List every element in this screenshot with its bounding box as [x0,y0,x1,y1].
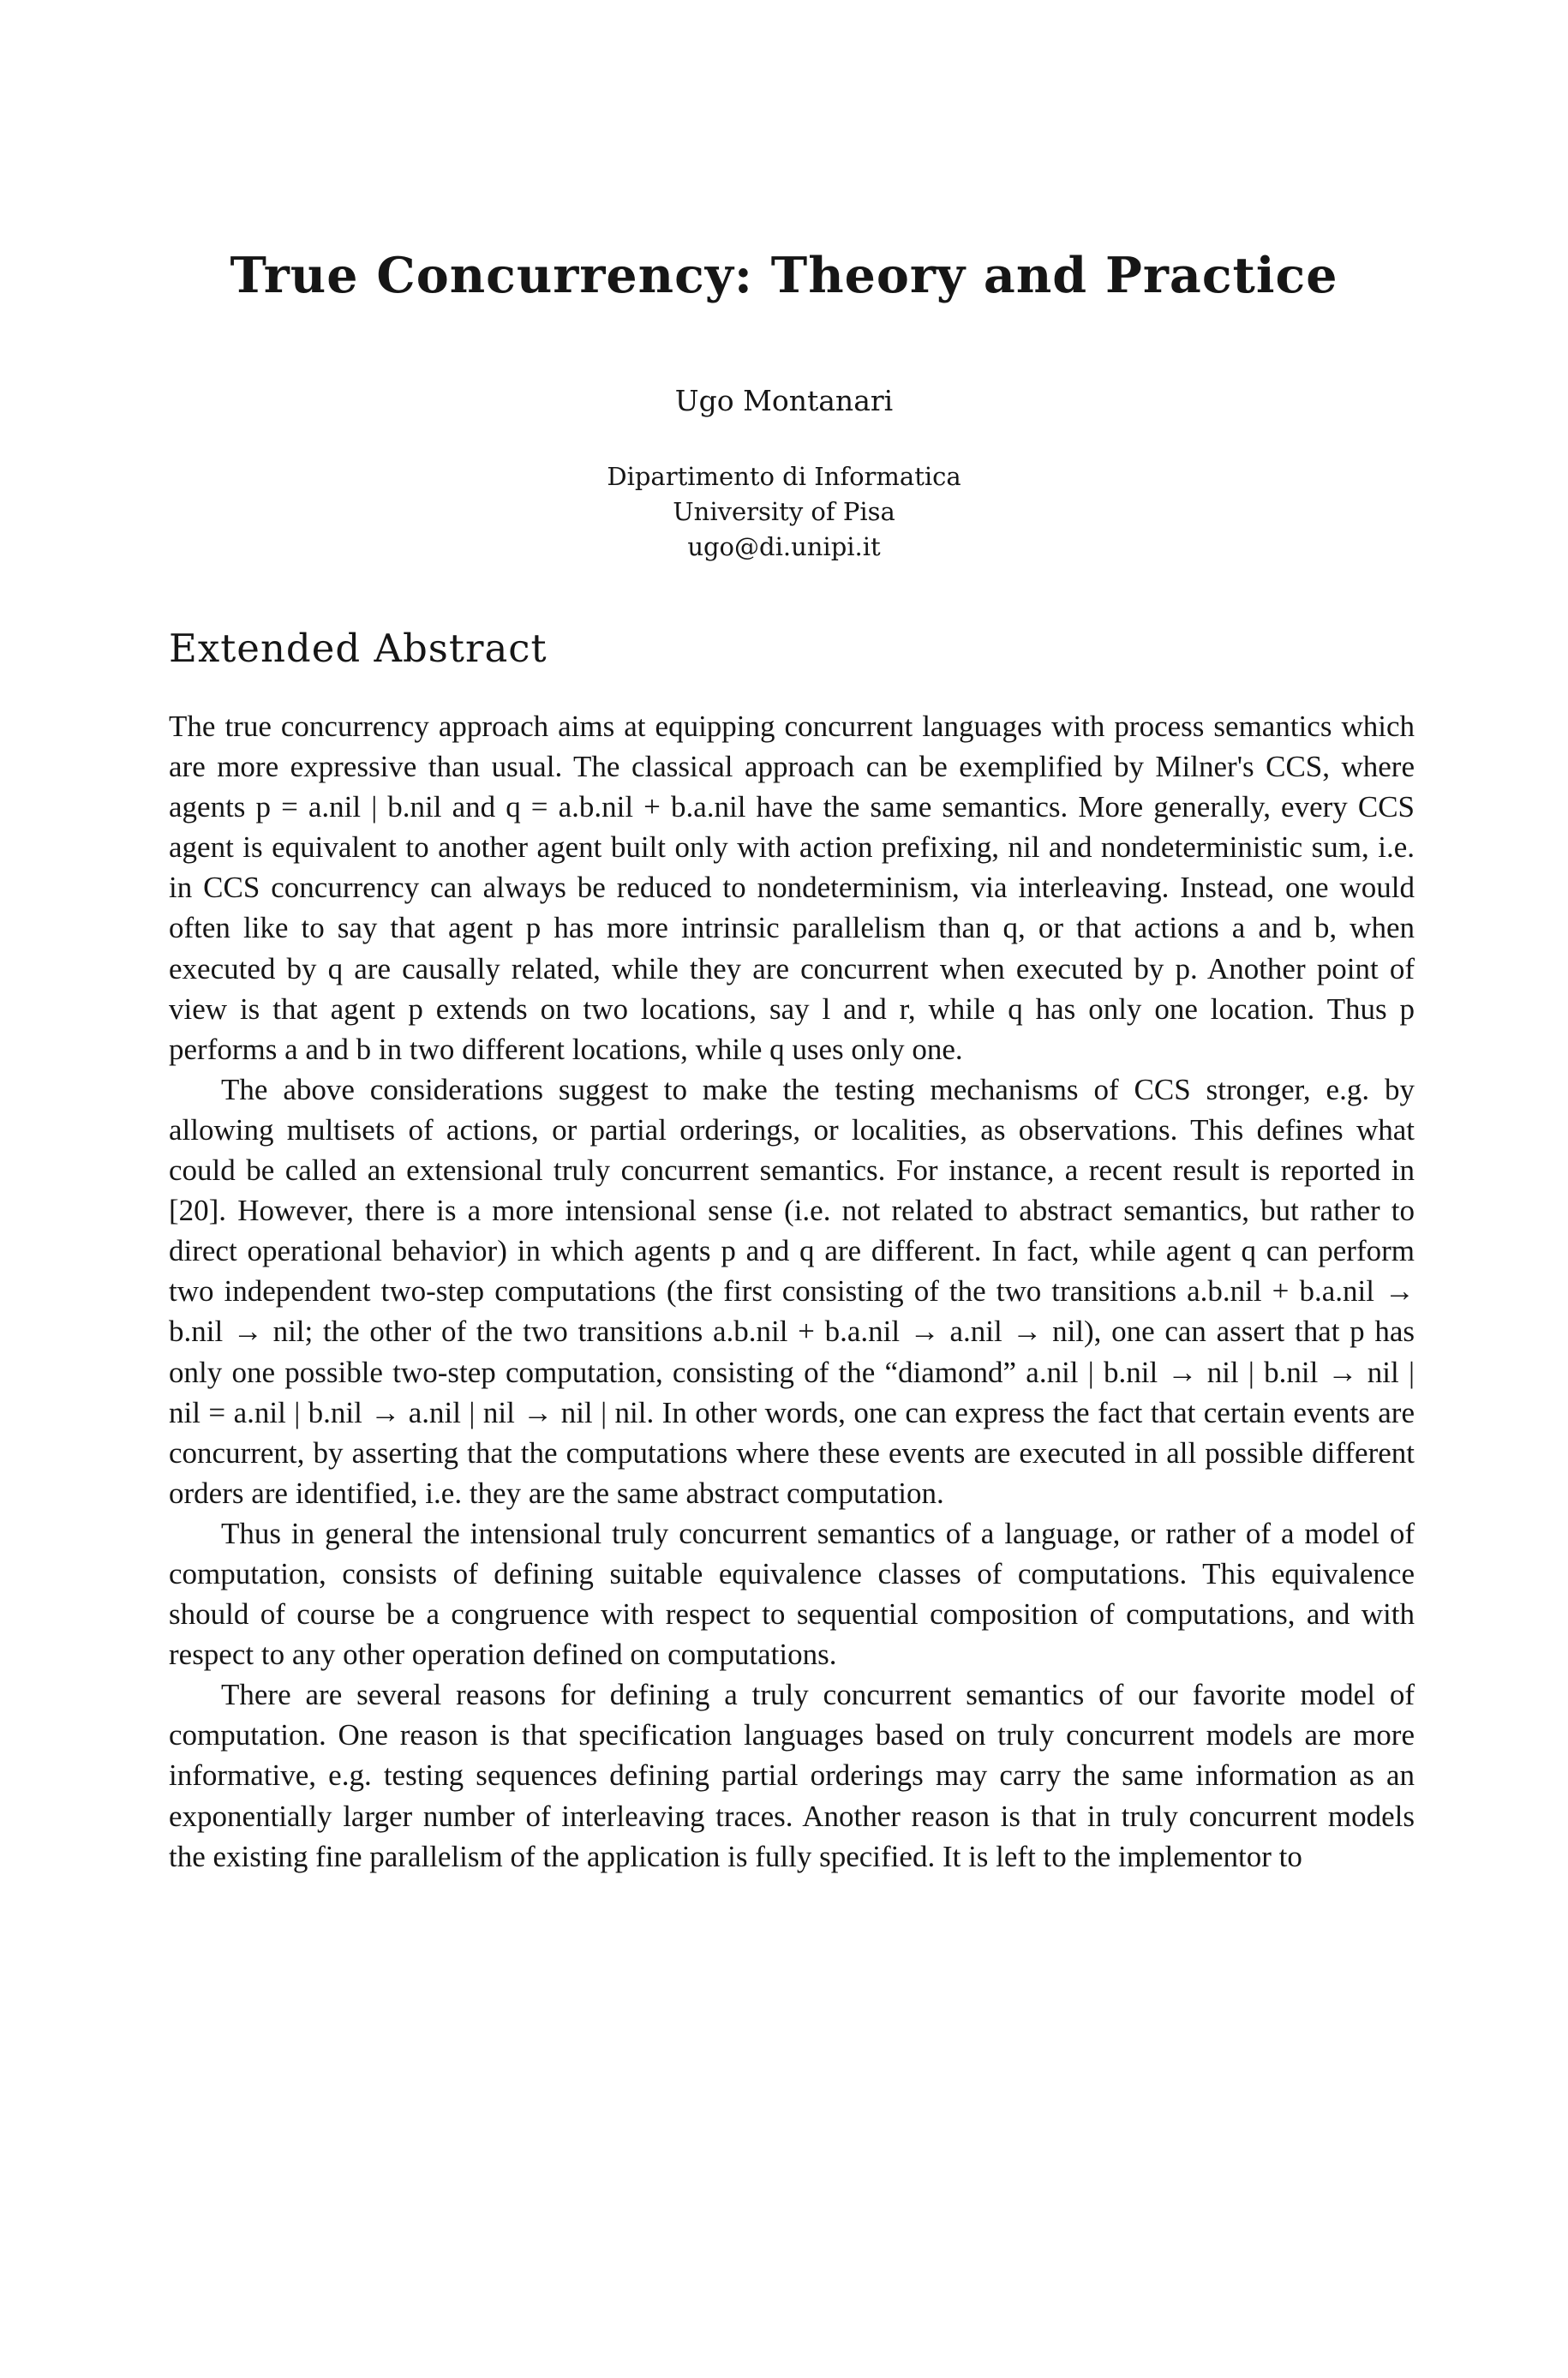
paragraph: Thus in general the intensional truly concurrent semantics of a language, or rather of a model of computation, consists of defining suitable equivalence classes of computations. This equivalence should of course be a congruence with respect to sequential composition of computations, and with respect to any other operation defined on computations. [169,1516,1415,1672]
affiliation-university: University of Pisa [673,497,895,526]
paragraph: The true concurrency approach aims at equipping concurrent languages with process semantics which are more expressive than usual. The classical approach can be exemplified by Milner's CCS, where agents p = a.nil | b.nil and q = a.b.nil + b.a.nil have the same semantics. More generally, every CCS agent is equivalent to another agent built only with action prefixing, nil and nondeterministic sum, i.e. in CCS concurrency can always be reduced to nondeterminism, via interleaving. Instead, one would often like to say that agent p has more intrinsic parallelism than q, or that actions a and b, when executed by q are causally related, while they are concurrent when executed by p. Another point of view is that agent p extends on two locations, say l and r, while q has only one location. Thus p performs a and b in two different locations, while q uses only one. [169,710,1415,1066]
abstract-body [169,706,1415,1877]
paragraph: The above considerations suggest to make the testing mechanisms of CCS stronger, e.g. by allowing multisets of actions, or partial orderings, or localities, as observations. This defines what could be called an extensional truly concurrent semantics. For instance, a recent result is reported in [20]. However, there is a more intensional sense (i.e. not related to abstract semantics, but rather to direct operational behavior) in which agents p and q are different. In fact, while agent q can perform two independent two-step computations (the first consisting of the two transitions a.b.nil + b.a.nil → b.nil → nil; the other of the two transitions a.b.nil + b.a.nil → a.nil → nil), one can assert that p has only one possible two-step computation, consisting of the “diamond” a.nil | b.nil → nil | b.nil → nil | nil = a.nil | b.nil → a.nil | nil → nil | nil. In other words, one can express the fact that certain events are concurrent, by asserting that the computations where these events are executed in all possible different orders are identified, i.e. they are the same abstract computation. [169,1072,1415,1510]
section-heading: Extended Abstract [169,626,548,671]
author-email: ugo@di.unipi.it [687,532,881,561]
paper-title: True Concurrency: Theory and Practice [230,247,1338,304]
paragraph: There are several reasons for defining a truly concurrent semantics of our favorite model of computation. One reason is that specification languages based on truly concurrent models are more informative, e.g. testing sequences defining partial orderings may carry the same information as an exponentially larger number of interleaving traces. Another reason is that in truly concurrent models the existing fine parallelism of the application is fully specified. It is left to the implementor to [169,1678,1415,1873]
affiliation-block [0,459,1568,565]
affiliation-department: Dipartimento di Informatica [607,462,961,491]
author-name: Ugo Montanari [674,384,894,417]
